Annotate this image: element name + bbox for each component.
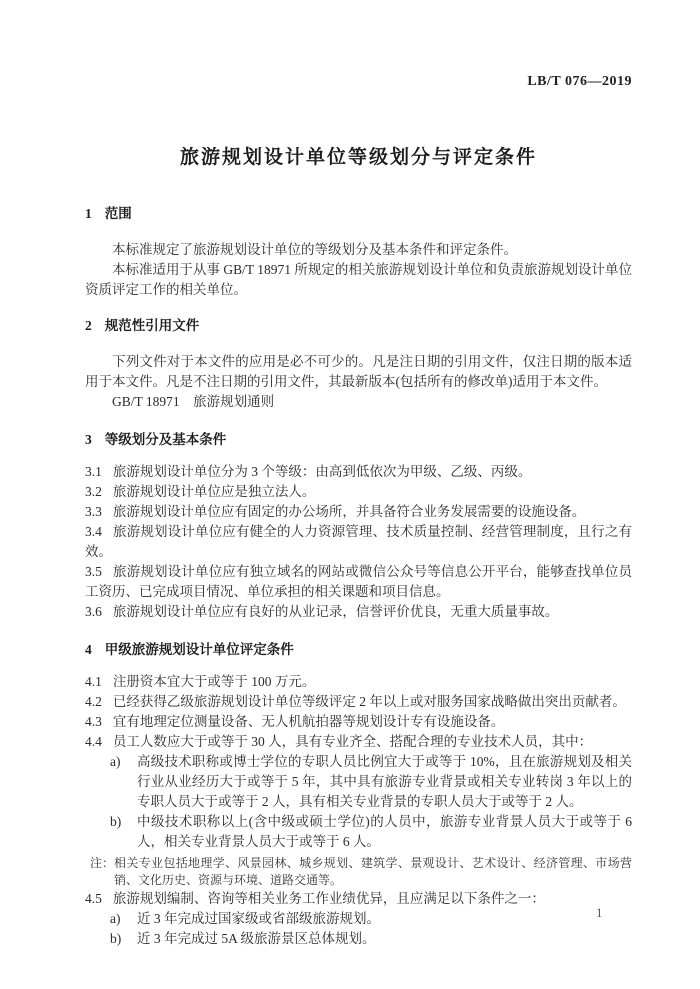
clause-text: 旅游规划设计单位应是独立法人。 <box>112 484 316 499</box>
section-heading <box>85 316 632 336</box>
list-item-text: 中级技术职称以上(含中级或硕士学位)的人员中，旅游专业背景人员大于或等于 6 人，相关专业背景人员大于或等于 6 人。 <box>137 814 632 849</box>
clause-number: 4.4 <box>85 734 102 749</box>
clause-text: 宜有地理定位测量设备、无人机航拍器等规划设计专有设施设备。 <box>112 714 505 729</box>
clause-text: 注册资本宜大于或等于 100 万元。 <box>112 674 316 689</box>
section-scope <box>85 204 632 300</box>
note-label: 注： <box>90 856 115 870</box>
clause-number: 4.2 <box>85 694 102 709</box>
clause-text: 旅游规划设计单位分为 3 个等级：由高到低依次为甲级、乙级、丙级。 <box>112 464 532 479</box>
section-heading-text: 范围 <box>104 206 132 221</box>
clause <box>85 602 632 622</box>
page-number: 1 <box>596 905 603 920</box>
clause-text: 旅游规划设计单位应有良好的从业记录，信誉评价优良，无重大质量事故。 <box>112 604 559 619</box>
clause-number: 4.5 <box>85 891 102 906</box>
list-item <box>85 929 632 949</box>
section-heading <box>85 640 632 660</box>
list-item <box>85 909 632 929</box>
clause-text: 已经获得乙级旅游规划设计单位等级评定 2 年以上或对服务国家战略做出突出贡献者。 <box>112 694 626 709</box>
section-grade-a-criteria <box>85 640 632 949</box>
list-item-text: 近 3 年完成过国家级或省部级旅游规划。 <box>137 911 380 926</box>
clause <box>85 672 632 692</box>
clause <box>85 522 632 562</box>
note-text: 相关专业包括地理学、风景园林、城乡规划、建筑学、景观设计、艺术设计、经济管理、市场营销、文化历史、资源与环境、道路交通等。 <box>114 856 632 887</box>
clause-number: 4.3 <box>85 714 102 729</box>
section-heading <box>85 204 632 224</box>
clause-number: 4.1 <box>85 674 102 689</box>
list-item-text: 高级技术职称或博士学位的专职人员比例宜大于或等于 10%，且在旅游规划及相关行业从业经历大于或等于 5 年，其中具有旅游专业背景或相关专业转岗 3 年以上的专职人员大于或等于 2 人，具有相关专业背景的专职人员大于或等于 2 人。 <box>137 754 632 809</box>
clause <box>85 562 632 602</box>
section-normative-references <box>85 316 632 412</box>
clause <box>85 712 632 732</box>
clause-number: 3.4 <box>85 524 102 539</box>
section-heading <box>85 430 632 450</box>
list-item-text: 近 3 年完成过 5A 级旅游景区总体规划。 <box>137 931 376 946</box>
clause-text: 旅游规划设计单位应有固定的办公场所，并具备符合业务发展需要的设施设备。 <box>112 504 586 519</box>
section-grades-basic-conditions <box>85 430 632 622</box>
clause <box>85 462 632 482</box>
section-number: 3 <box>85 432 92 447</box>
section-number: 1 <box>85 206 92 221</box>
clause-text: 旅游规划设计单位应有独立域名的网站或微信公众号等信息公开平台，能够查找单位员工资历、已完成项目情况、单位承担的相关课题和项目信息。 <box>85 564 632 599</box>
list-item <box>85 752 632 812</box>
list-item-label: b) <box>110 814 122 829</box>
clause-number: 3.6 <box>85 604 102 619</box>
note <box>85 855 632 889</box>
list-item-label: a) <box>110 754 121 769</box>
paragraph: 本标准规定了旅游规划设计单位的等级划分及基本条件和评定条件。 <box>112 242 517 257</box>
clause <box>85 889 632 909</box>
clause <box>85 482 632 502</box>
section-number: 4 <box>85 642 92 657</box>
section-heading-text: 等级划分及基本条件 <box>104 432 227 447</box>
list-item-label: b) <box>110 931 122 946</box>
clause-list <box>85 672 632 949</box>
paragraph: 本标准适用于从事 GB/T 18971 所规定的相关旅游规划设计单位和负责旅游规划设计单位资质评定工作的相关单位。 <box>85 262 632 297</box>
clause-text: 旅游规划设计单位应有健全的人力资源管理、技术质量控制、经营管理制度，且行之有效。 <box>85 524 632 559</box>
clause-text: 员工人数应大于或等于 30 人，具有专业齐全、搭配合理的专业技术人员，其中： <box>112 734 593 749</box>
list-item <box>85 812 632 852</box>
list-item-label: a) <box>110 911 121 926</box>
clause <box>85 732 632 752</box>
clause-text: 旅游规划编制、咨询等相关业务工作业绩优异，且应满足以下条件之一： <box>112 891 545 906</box>
clause <box>85 692 632 712</box>
referenced-standard: GB/T 18971 旅游规划通则 <box>112 394 275 409</box>
section-number: 2 <box>85 318 92 333</box>
document-title: 旅游规划设计单位等级划分与评定条件 <box>179 147 537 168</box>
clause-number: 3.1 <box>85 464 102 479</box>
section-heading-text: 规范性引用文件 <box>104 318 200 333</box>
clause-number: 3.3 <box>85 504 102 519</box>
clause-list <box>85 462 632 622</box>
doc-code: LB/T 076—2019 <box>527 74 632 89</box>
section-heading-text: 甲级旅游规划设计单位评定条件 <box>104 642 294 657</box>
paragraph: 下列文件对于本文件的应用是必不可少的。凡是注日期的引用文件，仅注日期的版本适用于本文件。凡是不注日期的引用文件，其最新版本(包括所有的修改单)适用于本文件。 <box>85 354 632 389</box>
clause-number: 3.2 <box>85 484 102 499</box>
clause <box>85 502 632 522</box>
clause-number: 3.5 <box>85 564 102 579</box>
